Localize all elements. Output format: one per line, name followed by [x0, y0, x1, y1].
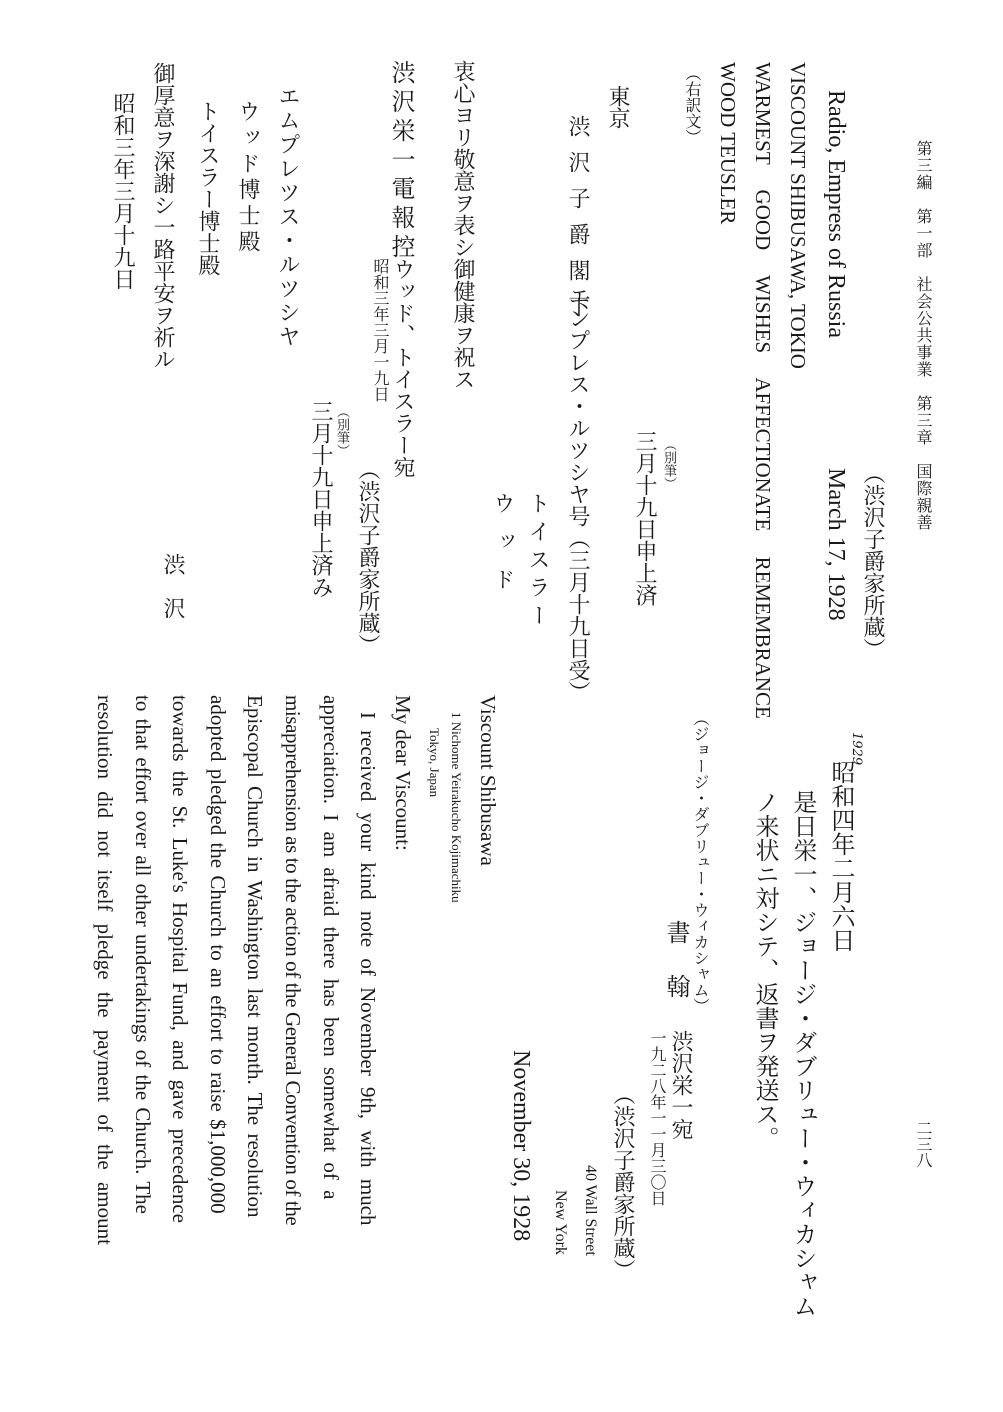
entry-line-2: ノ来状ニ対シテ、返書ヲ発送ス。 [751, 790, 779, 1150]
telegram-sender: Radio, Empress of Russia [823, 90, 849, 338]
letter-body-line: resolution did not itself pledge the payment of the amount [93, 695, 117, 1245]
letter-source: （渋沢子爵家所蔵） [610, 1083, 635, 1281]
entry-date: 昭和四年二月六日 [827, 760, 855, 952]
copy-title: 渋沢栄一電報控 [387, 60, 415, 263]
note-label: （別筆） [661, 438, 676, 490]
telegram-body: 衷心ヨリ敬意ヲ表シ御健康ヲ祝ス [450, 60, 475, 390]
letter-body-line: appreciation. I am afraid there has been somewhat of a [319, 695, 343, 1200]
letter-body-line: adopted pledged the Church to an effort to raise $1,000,000 [206, 695, 230, 1214]
page-number: 二三八 [914, 1120, 933, 1168]
copy-note-label: （別筆） [334, 405, 349, 457]
letter-sender-bracket: （ジョージ・ダブリュー・ウィカシャム） [691, 710, 710, 1014]
entry-line-1: 是日栄一、ジョージ・ダブリュー・ウィカシャム [789, 790, 817, 1318]
copy-source: （渋沢子爵家所蔵） [355, 458, 380, 656]
letter-date-jp: 一九二八年一一月三〇日 [648, 1030, 667, 1206]
letter-body-line: to that effort over all other undertakings of the Church. The [131, 695, 155, 1214]
telegram-signature: WOOD TEUSLER [716, 62, 740, 225]
letter-address-line-2: New York [552, 1190, 569, 1255]
copy-to: ウッド、トイスラー宛 [390, 258, 415, 478]
letter-address-line-1: 40 Wall Street [582, 1165, 599, 1256]
telegram-place: 東京 [605, 85, 630, 129]
letter-to: 渋沢栄一宛 [668, 1030, 693, 1140]
running-head: 第三編 第一部 社会公共事業 第三章 国際親善 [914, 140, 933, 531]
letter-body-line: Episcopal Church in Washington last month. The resolution [243, 695, 267, 1218]
letter-date: November 30, 1928 [508, 1050, 534, 1242]
telegram-message: WARMEST GOOD WISHES AFFECTIONATE REMEMBRANCE [751, 62, 775, 719]
telegram-sender-wood: ウッド [490, 492, 515, 606]
note-text: 三月十九日申上済 [632, 430, 657, 606]
copy-note-text: 三月十九日申上済み [308, 400, 333, 598]
telegram-date: March 17, 1928 [823, 468, 849, 621]
copy-body: 御厚意ヲ深謝シ一路平安ヲ祈ル [150, 62, 175, 370]
letter-body-line: misapprehension as to the action of the General Convention of the [281, 695, 305, 1226]
copy-closing-date: 昭和三年三月十九日 [110, 92, 135, 290]
telegram-addressee: 渋沢子爵閣下 [565, 115, 590, 331]
letter-body-line: I received your kind note of November 9th, with much [356, 712, 380, 1226]
telegram-recipient: VISCOUNT SHIBUSAWA, TOKIO [786, 62, 810, 369]
letter-body-line: towards the St. Luke's Hospital Fund, and gave precedence [168, 695, 192, 1223]
letter-salutation: My dear Viscount: [391, 695, 415, 851]
telegram-ship: エンプレス・ルツシヤ号（三月十九日受） [565, 285, 590, 703]
copy-line-teusler: トイスラー博士殿 [195, 100, 220, 276]
telegram-source: （渋沢子爵家所蔵） [860, 462, 885, 660]
copy-date: 昭和三年三月一九日 [371, 258, 390, 402]
copy-sender: 渋沢 [160, 553, 185, 641]
copy-line-empress: エムプレツス・ルツシヤ [275, 85, 300, 349]
copy-line-wood: ウッド博士殿 [235, 100, 260, 256]
translation-label: （右訳文） [683, 65, 702, 145]
letter-recipient-addr-2: Tokyo, Japan [427, 728, 442, 798]
letter-title: 書翰 [662, 920, 690, 1028]
telegram-sender-teusler: トイスラー [525, 492, 550, 632]
year-western: 1929 [849, 732, 864, 766]
letter-recipient-addr-1: 1 Nichome Yeirakucho Kojimachiku [449, 712, 464, 903]
letter-recipient-name: Viscount Shibusawa [476, 695, 500, 866]
